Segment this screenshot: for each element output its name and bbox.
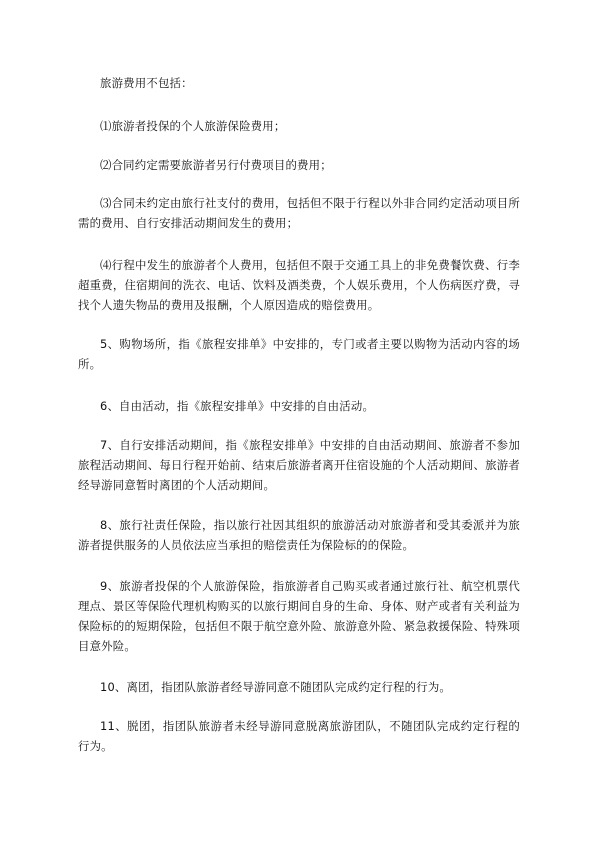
- paragraph-intro: 旅游费用不包括：: [100, 76, 193, 90]
- paragraph-item-7: 7、自行安排活动期间，指《旅程安排单》中安排的自由活动期间、旅游者不参加旅程活动期间、每日行程开始前、结束后旅游者离开住宿设施的个人活动期间、旅游者经导游同意暂时离团的个人活动期间。: [78, 438, 520, 492]
- paragraph-item-3: ⑶合同未约定由旅行社支付的费用，包括但不限于行程以外非合同约定活动项目所需的费用、自行安排活动期间发生的费用；: [78, 196, 520, 230]
- paragraph-item-2: ⑵合同约定需要旅游者另行付费项目的费用；: [100, 158, 332, 172]
- paragraph-item-6: 6、自由活动，指《旅程安排单》中安排的自由活动。: [100, 399, 375, 413]
- paragraph-item-10: 10、离团，指团队旅游者经导游同意不随团队完成约定行程的行为。: [100, 680, 452, 694]
- paragraph-item-1: ⑴旅游者投保的个人旅游保险费用；: [100, 119, 286, 133]
- paragraph-item-8: 8、旅行社责任保险，指以旅行社因其组织的旅游活动对旅游者和受其委派并为旅游者提供服务的人员依法应当承担的赔偿责任为保险标的的保险。: [78, 518, 520, 552]
- paragraph-item-11: 11、脱团，指团队旅游者未经导游同意脱离旅游团队，不随团队完成约定行程的行为。: [78, 719, 520, 753]
- paragraph-item-9: 9、旅游者投保的个人旅游保险，指旅游者自己购买或者通过旅行社、航空机票代理点、景区等保险代理机构购买的以旅行期间自身的生命、身体、财产或者有关利益为保险标的的短期保险，包括但不限于航空意外险、旅游意外险、紧急救援保险、特殊项目意外险。: [78, 579, 520, 653]
- paragraph-item-4: ⑷行程中发生的旅游者个人费用，包括但不限于交通工具上的非免费餐饮费、行李超重费，住宿期间的洗衣、电话、饮料及酒类费，个人娱乐费用，个人伤病医疗费，寻找个人遗失物品的费用及报酬，个人原因造成的赔偿费用。: [78, 258, 520, 312]
- paragraph-item-5: 5、购物场所，指《旅程安排单》中安排的，专门或者主要以购物为活动内容的场所。: [78, 337, 520, 371]
